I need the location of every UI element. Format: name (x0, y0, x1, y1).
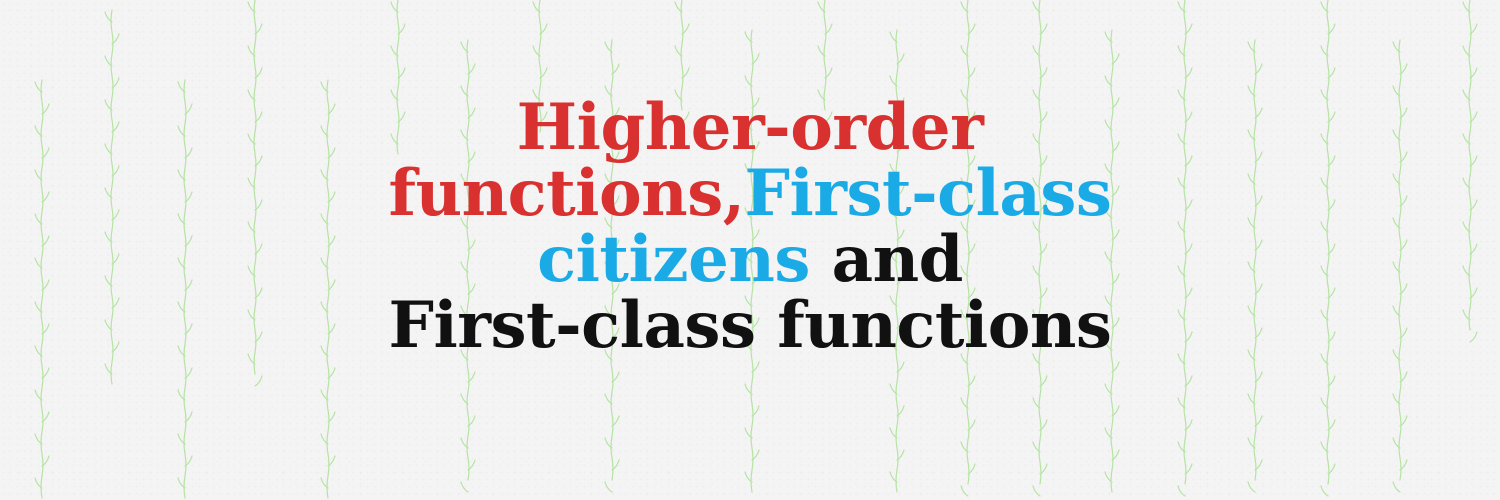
vine-leaf (255, 376, 262, 386)
vine-stem (1254, 40, 1256, 480)
vine-leaf (1321, 486, 1328, 496)
title-part-higher-order: Higher-order (516, 90, 984, 165)
title-part-first-class-functions: First-class functions (388, 288, 1112, 363)
vine-leaf (461, 482, 468, 492)
title-line-4 (300, 288, 1200, 363)
vine-leaf (1178, 486, 1185, 496)
title-part-functions: functions, (388, 156, 745, 231)
title-line-3 (300, 222, 1200, 297)
vine-stem (1399, 40, 1401, 480)
vine-stem (1327, 0, 1329, 484)
banner-title (300, 90, 1200, 363)
title-part-first-class: First-class (744, 156, 1112, 231)
title-line-1 (300, 90, 1200, 165)
title-part-and: and (809, 222, 963, 297)
vine-leaf (1033, 486, 1040, 496)
vine-leaf (1393, 482, 1400, 492)
vine-leaf (1470, 332, 1477, 342)
vine-leaf (1248, 482, 1255, 492)
vine-leaf (961, 486, 968, 496)
title-line-2 (300, 156, 1200, 231)
title-part-citizens: citizens (537, 222, 810, 297)
vine-leaf (605, 482, 612, 492)
